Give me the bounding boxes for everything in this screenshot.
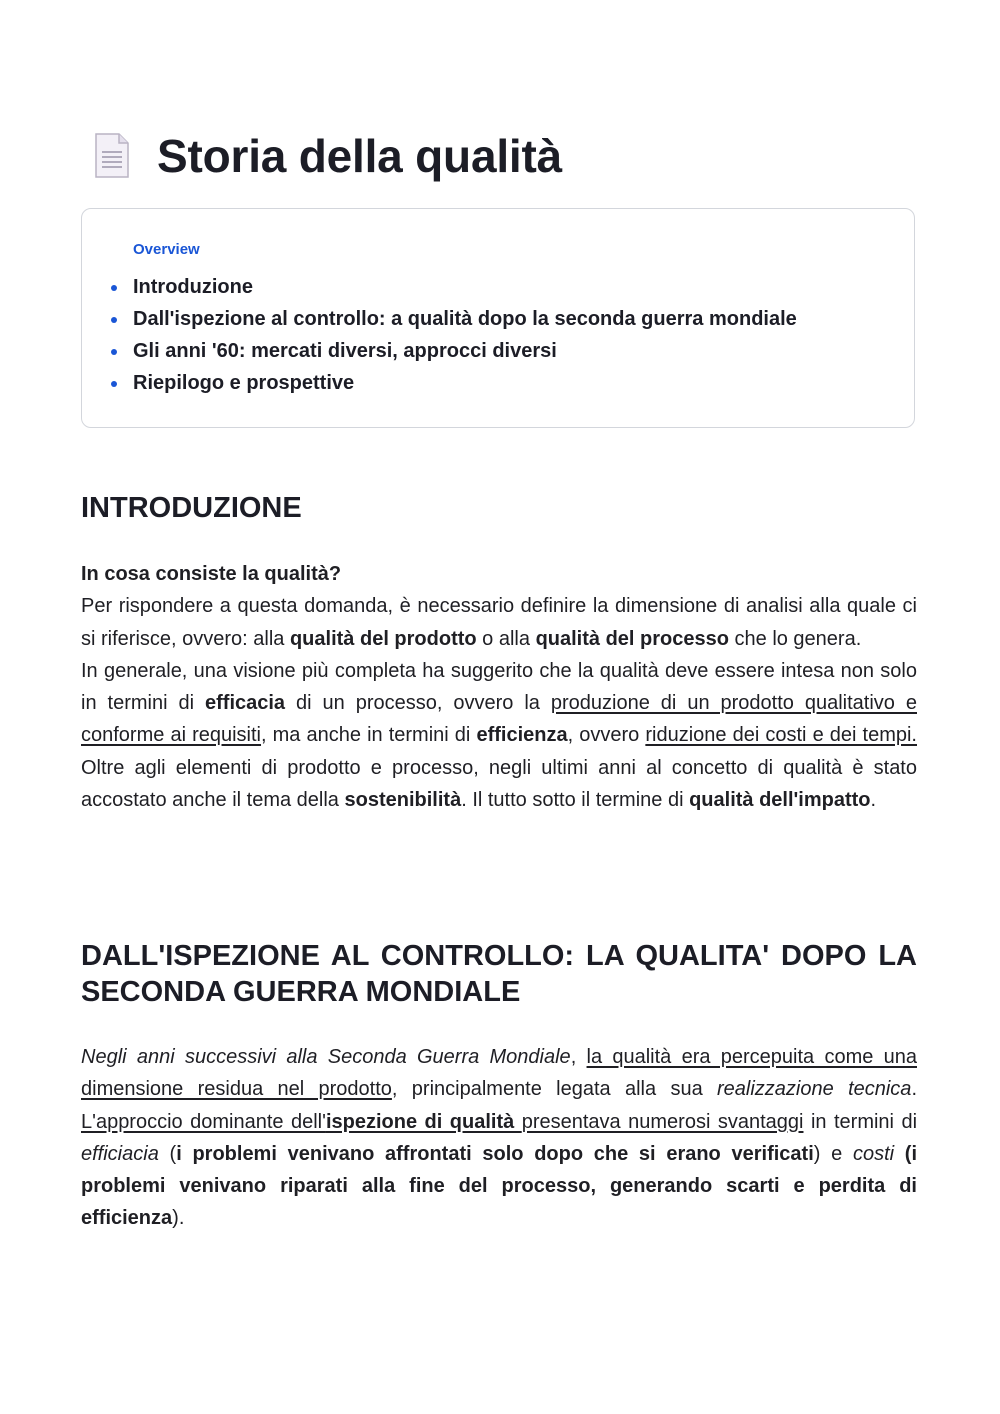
bold-run: efficacia [205,692,286,715]
italic-run: costi [852,1142,895,1165]
section-heading-introduzione: INTRODUZIONE [81,492,302,524]
table-of-contents [81,208,915,428]
text-run: , [570,1046,587,1068]
text-run: Per rispondere a questa domanda, è necessario definire la dimensione di analisi alla quale ci si riferisce, ovvero: alla [81,595,917,650]
toc-label: Overview [133,241,200,258]
underlined-run: riduzione dei costi e dei tempi. [645,724,917,747]
toc-list [133,271,797,399]
bold-underlined-run: ispezione di qualità [325,1110,522,1133]
text-run: che lo genera. [728,627,862,650]
bold-run: i problemi venivano affrontati solo dopo che si erano verificati [176,1142,814,1165]
bold-run: qualità del prodotto [289,627,477,650]
underlined-run: L'approccio dominante dell' [81,1110,326,1133]
page-title: Storia della qualità [157,130,562,182]
underlined-run: presentava numerosi svantaggi [521,1110,804,1133]
title-row [93,128,562,184]
text-run: in termini di [803,1110,918,1133]
text-run: Oltre agli elementi di prodotto e processo, negli ultimi anni al concetto di qualità è stato accostato anche il tema della [81,756,917,812]
text-run: . [911,1078,917,1101]
text-run [894,1143,905,1165]
text-run: ( [158,1142,177,1165]
section-heading-ispezione: DALL'ISPEZIONE AL CONTROLLO: LA QUALITA' DOPO LA SECONDA GUERRA MONDIALE [81,940,917,1008]
text-run: . Il tutto sotto il termine di [461,789,690,812]
italic-run: Negli anni successivi alla Seconda Guerra Mondiale [81,1046,571,1068]
text-run: , principalmente legata alla sua [391,1078,718,1101]
toc-item-label[interactable]: Riepilogo e prospettive [133,372,355,394]
text-run: ) e [813,1142,853,1165]
toc-item-introduzione[interactable] [133,271,797,303]
italic-run: realizzazione tecnica [717,1078,912,1101]
toc-item-label[interactable]: Introduzione [133,276,253,298]
text-run: ). [172,1207,185,1230]
text-run: o alla [476,627,536,650]
toc-item-ispezione[interactable] [133,303,797,335]
italic-run: efficiacia [81,1142,159,1165]
inspection-body [81,1041,917,1235]
intro-paragraph-2 [81,655,917,816]
inspection-paragraph-1 [81,1041,917,1235]
bold-run: qualità dell'impatto [689,789,871,812]
toc-item-riepilogo[interactable] [133,367,797,399]
text-run: , ovvero [567,724,646,747]
underlined-run: la qualità era percepuita come una dimensione residua nel prodotto [81,1046,917,1101]
bold-run: sostenibilità [344,789,462,812]
bold-run: (i problemi venivano riparati alla fine del processo, generando scarti e perdita di efficienza [81,1142,918,1230]
text-run: di un processo, ovvero la [285,692,551,715]
bold-run: efficienza [476,724,568,747]
text-run: , ma anche in termini di [261,724,477,747]
document-icon [93,132,131,180]
toc-item-label[interactable]: Gli anni '60: mercati diversi, approcci diversi [133,340,557,362]
intro-question: In cosa consiste la qualità? [81,563,342,585]
intro-paragraph-1 [81,590,917,655]
bold-run: qualità del processo [535,627,729,650]
text-run: In generale, una visione più completa ha suggerito che la qualità deve essere intesa non solo in termini di [81,659,917,715]
toc-item-anni-60[interactable] [133,335,797,367]
underlined-run: produzione di un prodotto qualitativo e conforme ai requisiti [81,692,917,747]
intro-body [81,558,917,816]
toc-item-label[interactable]: Dall'ispezione al controllo: a qualità dopo la seconda guerra mondiale [133,308,797,330]
text-run: . [870,789,877,812]
